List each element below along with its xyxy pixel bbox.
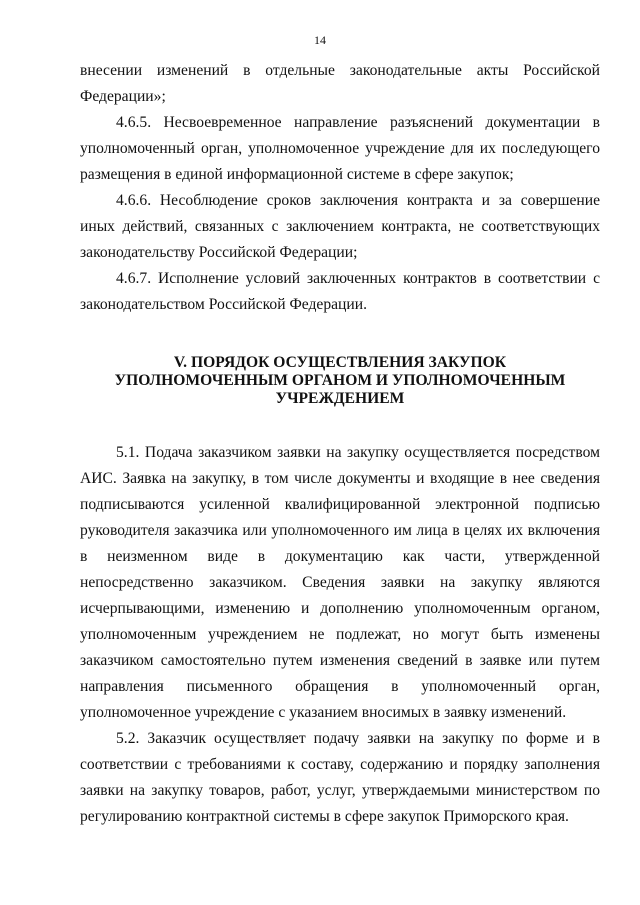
paragraph-4-6-7: 4.6.7. Исполнение условий заключенных контрактов в соответствии с законодательством Российской Федерации. [80, 270, 600, 313]
paragraph-4-6-6: 4.6.6. Несоблюдение сроков заключения контракта и за совершение иных действий, связанных с заключением контракта, не соответствующих законодательству Российской Федерации; [80, 192, 600, 261]
section-heading-line-1: V. ПОРЯДОК ОСУЩЕСТВЛЕНИЯ ЗАКУПОК [173, 354, 507, 371]
paragraph-continuation: внесении изменений в отдельные законодательные акты Российской Федерации»; [80, 62, 600, 105]
section-heading [80, 354, 600, 408]
section-heading-line-2: УПОЛНОМОЧЕННЫМ ОРГАНОМ И УПОЛНОМОЧЕННЫМ [114, 372, 566, 389]
paragraph-5-1: 5.1. Подача заказчиком заявки на закупку осуществляется посредством АИС. Заявка на закупку, в том числе документы и входящие в нее сведения подписываются усиленной квалифицированной электронной подписью руководителя заказчика или уполномоченного им лица в целях их включения в неизменном виде в документацию как части, утвержденной непосредственно заказчиком. Сведения заявки на закупку являются исчерпывающими, изменению и дополнению уполномоченным органом, уполномоченным учреждением не подлежат, но могут быть изменены заказчиком самостоятельно путем изменения сведений в заявке или путем направления письменного обращения в уполномоченный орган, уполномоченное учреждение с указанием вносимых в заявку изменений. [80, 444, 600, 721]
paragraph-5-2: 5.2. Заказчик осуществляет подачу заявки на закупку по форме и в соответствии с требованиями к составу, содержанию и порядку заполнения заявки на закупку товаров, работ, услуг, утверждаемыми министерством по регулированию контрактной системы в сфере закупок Приморского края. [80, 730, 600, 825]
paragraph-4-6-5: 4.6.5. Несвоевременное направление разъяснений документации в уполномоченный орган, уполномоченное учреждение для их последующего размещения в единой информационной системе в сфере закупок; [80, 114, 600, 183]
section-heading-line-3: УЧРЕЖДЕНИЕМ [275, 390, 405, 407]
document-body [80, 58, 600, 830]
page-number: 14 [314, 33, 326, 47]
